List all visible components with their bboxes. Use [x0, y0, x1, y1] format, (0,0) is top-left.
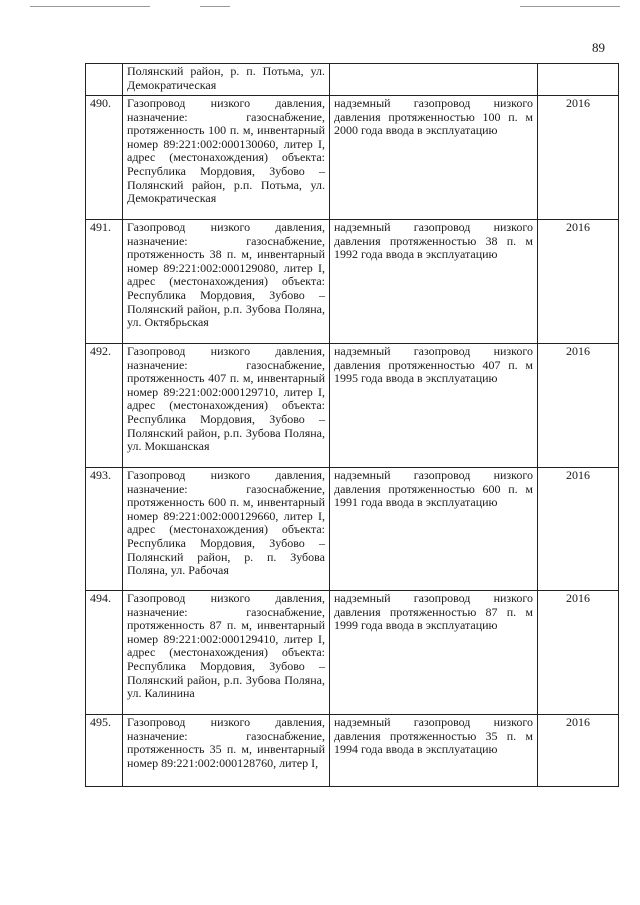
year-cell	[538, 64, 619, 96]
year-cell: 2016	[538, 715, 619, 787]
row-number-cell: 493.	[86, 468, 123, 591]
page-number: 89	[592, 40, 605, 55]
table-row	[86, 715, 619, 787]
property-registry-table	[85, 63, 619, 787]
object-description-cell: Газопровод низкого давления, назначение: газоснабжение, протяженность 600 п. м, инвентарный номер 89:221:002:000129660, литер I, адрес (местонахождения) объекта: Республика Мордовия, Зубово – Полянский район, р. п. Зубова Поляна, ул. Рабочая	[123, 468, 330, 591]
year-cell: 2016	[538, 468, 619, 591]
row-number-cell: 490.	[86, 96, 123, 220]
year-cell: 2016	[538, 344, 619, 468]
table-row	[86, 96, 619, 220]
object-characteristics-cell: надземный газопровод низкого давления протяженностью 100 п. м 2000 года ввода в эксплуатацию	[330, 96, 538, 220]
object-description-cell: Газопровод низкого давления, назначение: газоснабжение, протяженность 407 п. м, инвентарный номер 89:221:002:000129710, литер I, адрес (местонахождения) объекта: Республика Мордовия, Зубово – Полянский район, р.п. Зубова Поляна, ул. Мокшанская	[123, 344, 330, 468]
row-number-cell	[86, 64, 123, 96]
object-description-cell: Газопровод низкого давления, назначение: газоснабжение, протяженность 38 п. м, инвентарный номер 89:221:002:000129080, литер I, адрес (местонахождения) объекта: Республика Мордовия, Зубово – Полянский район, р.п. Зубова Поляна, ул. Октябрьская	[123, 220, 330, 344]
row-number-cell: 494.	[86, 591, 123, 715]
object-characteristics-cell: надземный газопровод низкого давления протяженностью 35 п. м 1994 года ввода в эксплуатацию	[330, 715, 538, 787]
row-number-cell: 492.	[86, 344, 123, 468]
scan-artifact	[30, 6, 150, 7]
year-cell: 2016	[538, 591, 619, 715]
object-description-cell: Газопровод низкого давления, назначение: газоснабжение, протяженность 35 п. м, инвентарный номер 89:221:002:000128760, литер I,	[123, 715, 330, 787]
row-number-cell: 491.	[86, 220, 123, 344]
object-description-cell: Газопровод низкого давления, назначение: газоснабжение, протяженность 87 п. м, инвентарный номер 89:221:002:000129410, литер I, адрес (местонахождения) объекта: Республика Мордовия, Зубово – Полянский район, р.п. Зубова Поляна, ул. Калинина	[123, 591, 330, 715]
table-row	[86, 468, 619, 591]
object-characteristics-cell: надземный газопровод низкого давления протяженностью 407 п. м 1995 года ввода в эксплуатацию	[330, 344, 538, 468]
object-description-cell: Полянский район, р. п. Потьма, ул. Демократическая	[123, 64, 330, 96]
scan-artifact	[200, 6, 230, 7]
object-characteristics-cell: надземный газопровод низкого давления протяженностью 87 п. м 1999 года ввода в эксплуатацию	[330, 591, 538, 715]
year-cell: 2016	[538, 220, 619, 344]
table-row	[86, 344, 619, 468]
row-number-cell: 495.	[86, 715, 123, 787]
object-description-cell: Газопровод низкого давления, назначение: газоснабжение, протяженность 100 п. м, инвентарный номер 89:221:002:000130060, литер I, адрес (местонахождения) объекта: Республика Мордовия, Зубово – Полянский район, р.п. Потьма, ул. Демократическая	[123, 96, 330, 220]
table-row	[86, 220, 619, 344]
table-row	[86, 591, 619, 715]
table-row-continuation	[86, 64, 619, 96]
object-characteristics-cell	[330, 64, 538, 96]
scan-artifact	[520, 6, 620, 7]
object-characteristics-cell: надземный газопровод низкого давления протяженностью 38 п. м 1992 года ввода в эксплуатацию	[330, 220, 538, 344]
object-characteristics-cell: надземный газопровод низкого давления протяженностью 600 п. м 1991 года ввода в эксплуатацию	[330, 468, 538, 591]
year-cell: 2016	[538, 96, 619, 220]
